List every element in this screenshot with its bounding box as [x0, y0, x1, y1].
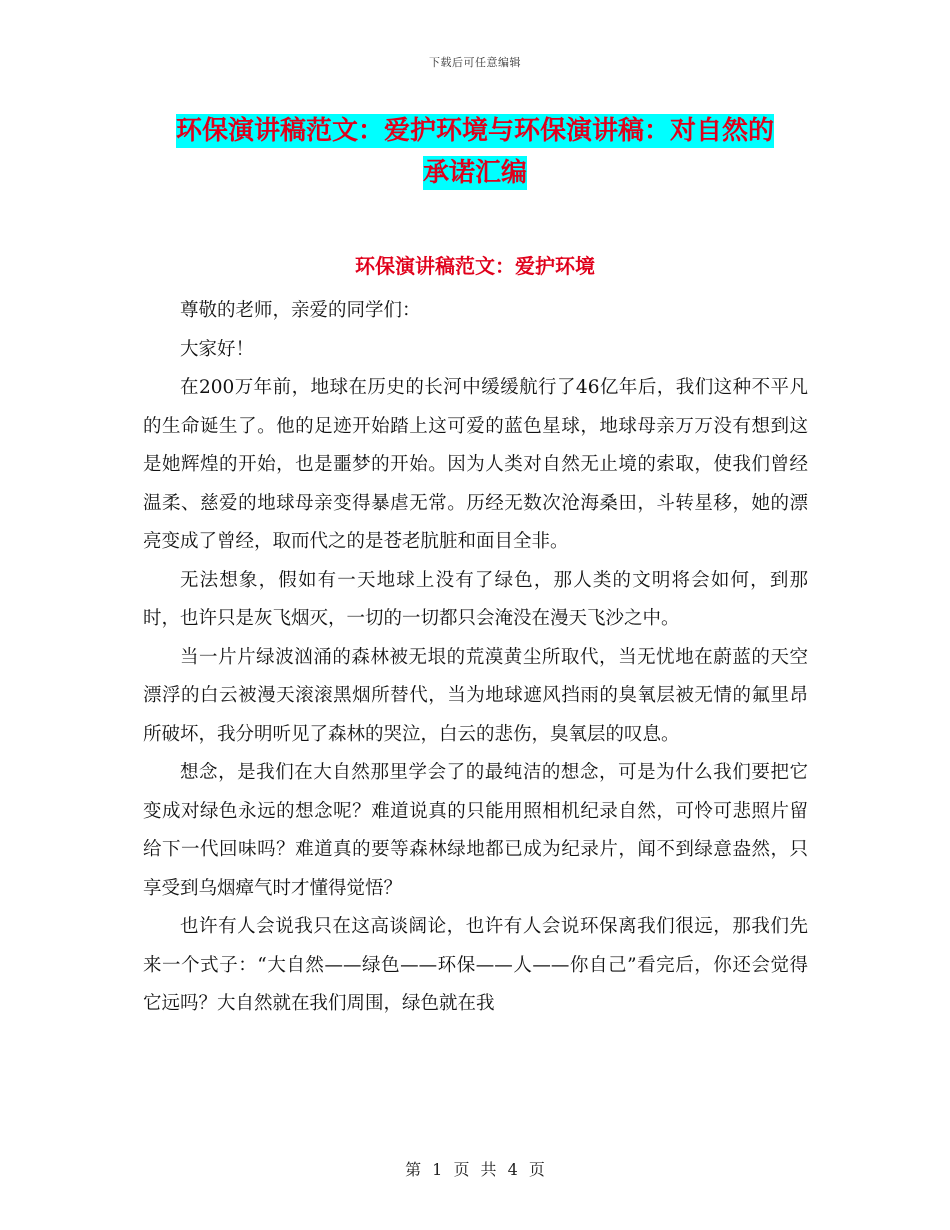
document-title — [0, 110, 950, 194]
title-line-2-text: 承诺汇编 — [422, 158, 527, 188]
paragraph: 想念，是我们在大自然那里学会了的最纯洁的想念，可是为什么我们要把它变成对绿色永远的想念呢？难道说真的只能用照相机纪录自然，可怜可悲照片留给下一代回味吗？难道真的要等森林绿地都已成为纪录片，闻不到绿意盎然，只享受到乌烟瘴气时才懂得觉悟？ — [143, 762, 808, 899]
section-heading: 环保演讲稿范文：爱护环境 — [355, 254, 595, 278]
salutation: 尊敬的老师，亲爱的同学们： — [180, 300, 421, 321]
paragraph: 无法想象，假如有一天地球上没有了绿色，那人类的文明将会如何，到那时，也许只是灰飞烟灭，一切的一切都只会淹没在漫天飞沙之中。 — [143, 569, 808, 629]
title-line-1-text: 环保演讲稿范文：爱护环境与环保演讲稿：对自然的 — [175, 116, 774, 146]
paragraph: 也许有人会说我只在这高谈阔论，也许有人会说环保离我们很远，那我们先来一个式子：“大自然——绿色——环保——人——你自己”看完后，你还会觉得它远吗？大自然就在我们周围，绿色就在我 — [143, 916, 808, 1014]
body-text — [143, 292, 808, 1024]
paragraph: 在200万年前，地球在历史的长河中缓缓航行了46亿年后，我们这种不平凡的生命诞生了。他的足迹开始踏上这可爱的蓝色星球，地球母亲万万没有想到这是她辉煌的开始，也是噩梦的开始。因为人类对自然无止境的索取，使我们曾经温柔、慈爱的地球母亲变得暴虐无常。历经无数次沧海桑田，斗转星移，她的漂亮变成了曾经，取而代之的是苍老肮脏和面目全非。 — [143, 377, 808, 552]
header-note: 下载后可任意编辑 — [429, 56, 521, 69]
title-line-2 — [0, 152, 950, 194]
paragraph: 当一片片绿波汹涌的森林被无垠的荒漠黄尘所取代，当无忧地在蔚蓝的天空漂浮的白云被漫天滚滚黑烟所替代，当为地球遮风挡雨的臭氧层被无情的氟里昂所破坏，我分明听见了森林的哭泣，白云的悲伤，臭氧层的叹息。 — [143, 646, 808, 745]
greeting: 大家好！ — [180, 338, 255, 360]
title-line-1 — [0, 110, 950, 152]
page-number: 第 1 页 共 4 页 — [405, 1160, 545, 1179]
